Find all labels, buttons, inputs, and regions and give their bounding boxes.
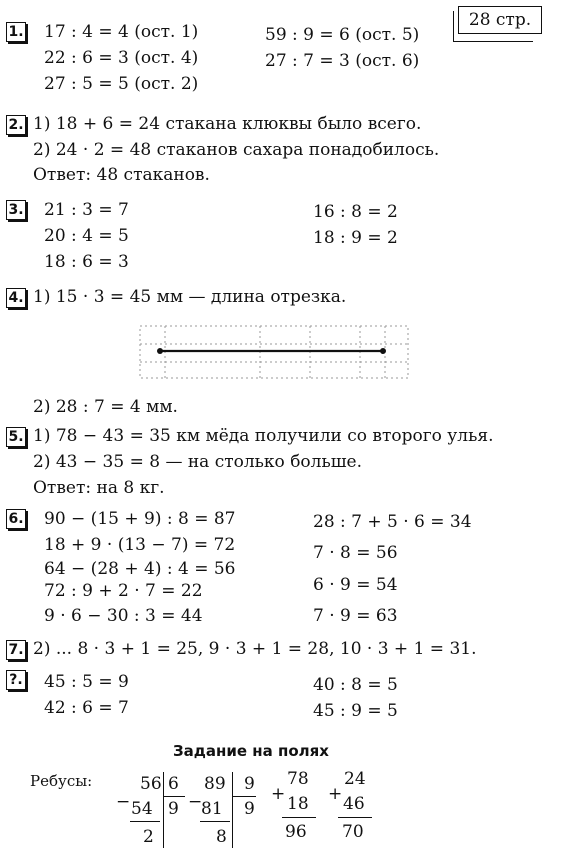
task-4-line: 2) 28 : 7 = 4 мм.: [33, 397, 178, 417]
task-2-line: 1) 18 + 6 = 24 стакана клюквы было всего.: [33, 114, 422, 134]
add2-plus: +: [328, 784, 343, 804]
task-5-number: 5.: [6, 427, 26, 447]
task-3-line: 18 : 9 = 2: [313, 228, 398, 248]
add2-a: 24: [344, 769, 366, 789]
task-5-answer: Ответ: на 8 кг.: [33, 478, 165, 498]
task-6-line: 18 + 9 · (13 − 7) = 72: [44, 535, 236, 555]
div1-divisor: 6: [168, 774, 179, 794]
task-6-line: 72 : 9 + 2 · 7 = 22: [44, 581, 203, 601]
task-6-line: 28 : 7 + 5 · 6 = 34: [313, 512, 472, 532]
task-2-number: 2.: [6, 115, 26, 135]
task-6-line: 64 − (28 + 4) : 4 = 56: [44, 559, 236, 579]
div1-quotient: 9: [168, 799, 179, 819]
task-7-line: 2) ... 8 · 3 + 1 = 25, 9 · 3 + 1 = 28, 10 · 3 + 1 = 31.: [33, 639, 477, 659]
task-7-number: 7.: [6, 640, 26, 660]
div2-sub: 81: [201, 799, 223, 819]
task-bonus-line: 42 : 6 = 7: [44, 698, 129, 718]
div2-bracket-bar: [232, 796, 256, 797]
rebus-label: Ребусы:: [30, 772, 93, 790]
div1-minus: −: [116, 792, 131, 812]
task-1-number: 1.: [6, 22, 26, 42]
task-3-line: 21 : 3 = 7: [44, 200, 129, 220]
task-3-line: 20 : 4 = 5: [44, 226, 129, 246]
add2-underline: [338, 817, 372, 818]
div2-underline: [200, 821, 230, 822]
div1-remainder: 2: [143, 827, 154, 847]
task-4-line: 1) 15 · 3 = 45 мм — длина отрезка.: [33, 287, 347, 307]
task-bonus-line: 45 : 9 = 5: [313, 701, 398, 721]
task-6-line: 6 · 9 = 54: [313, 575, 398, 595]
div2-remainder: 8: [216, 827, 227, 847]
task-6-line: 9 · 6 − 30 : 3 = 44: [44, 606, 203, 626]
task-6-line: 7 · 8 = 56: [313, 543, 398, 563]
task-2-answer: Ответ: 48 стаканов.: [33, 165, 210, 185]
add1-underline: [282, 817, 316, 818]
add1-b: 18: [287, 794, 309, 814]
task-bonus-number: ?.: [6, 670, 26, 690]
task-1-line: 59 : 9 = 6 (ост. 5): [265, 25, 420, 45]
task-1-line: 27 : 5 = 5 (ост. 2): [44, 74, 199, 94]
task-bonus-line: 45 : 5 = 9: [44, 672, 129, 692]
task-6-line: 7 · 9 = 63: [313, 606, 398, 626]
div2-bracket: [232, 772, 233, 848]
div2-quotient: 9: [244, 799, 255, 819]
task-6-number: 6.: [6, 509, 26, 529]
div1-bracket-bar: [163, 796, 185, 797]
task-1-line: 27 : 7 = 3 (ост. 6): [265, 51, 420, 71]
div1-bracket: [163, 772, 164, 848]
task-6-line: 90 − (15 + 9) : 8 = 87: [44, 509, 236, 529]
task-bonus-line: 40 : 8 = 5: [313, 675, 398, 695]
add2-b: 46: [343, 794, 365, 814]
segment-drawing: [130, 322, 412, 382]
div2-dividend: 89: [204, 774, 226, 794]
task-1-line: 22 : 6 = 3 (ост. 4): [44, 48, 199, 68]
margin-task-heading: Задание на полях: [173, 742, 329, 760]
div1-underline: [130, 821, 160, 822]
task-4-number: 4.: [6, 288, 26, 308]
task-5-line: 1) 78 − 43 = 35 км мёда получили со второго улья.: [33, 426, 494, 446]
add1-plus: +: [271, 784, 286, 804]
div1-dividend: 56: [140, 774, 162, 794]
div2-minus: −: [188, 792, 203, 812]
task-1-line: 17 : 4 = 4 (ост. 1): [44, 22, 199, 42]
add2-sum: 70: [342, 822, 364, 842]
add1-a: 78: [287, 769, 309, 789]
task-3-line: 16 : 8 = 2: [313, 202, 398, 222]
task-3-number: 3.: [6, 200, 26, 220]
task-3-line: 18 : 6 = 3: [44, 252, 129, 272]
task-5-line: 2) 43 − 35 = 8 — на столько больше.: [33, 452, 362, 472]
page-number: 28 стр.: [458, 6, 542, 34]
add1-sum: 96: [285, 822, 307, 842]
task-2-line: 2) 24 · 2 = 48 стаканов сахара понадобилось.: [33, 140, 440, 160]
div2-divisor: 9: [244, 774, 255, 794]
div1-sub: 54: [131, 799, 153, 819]
